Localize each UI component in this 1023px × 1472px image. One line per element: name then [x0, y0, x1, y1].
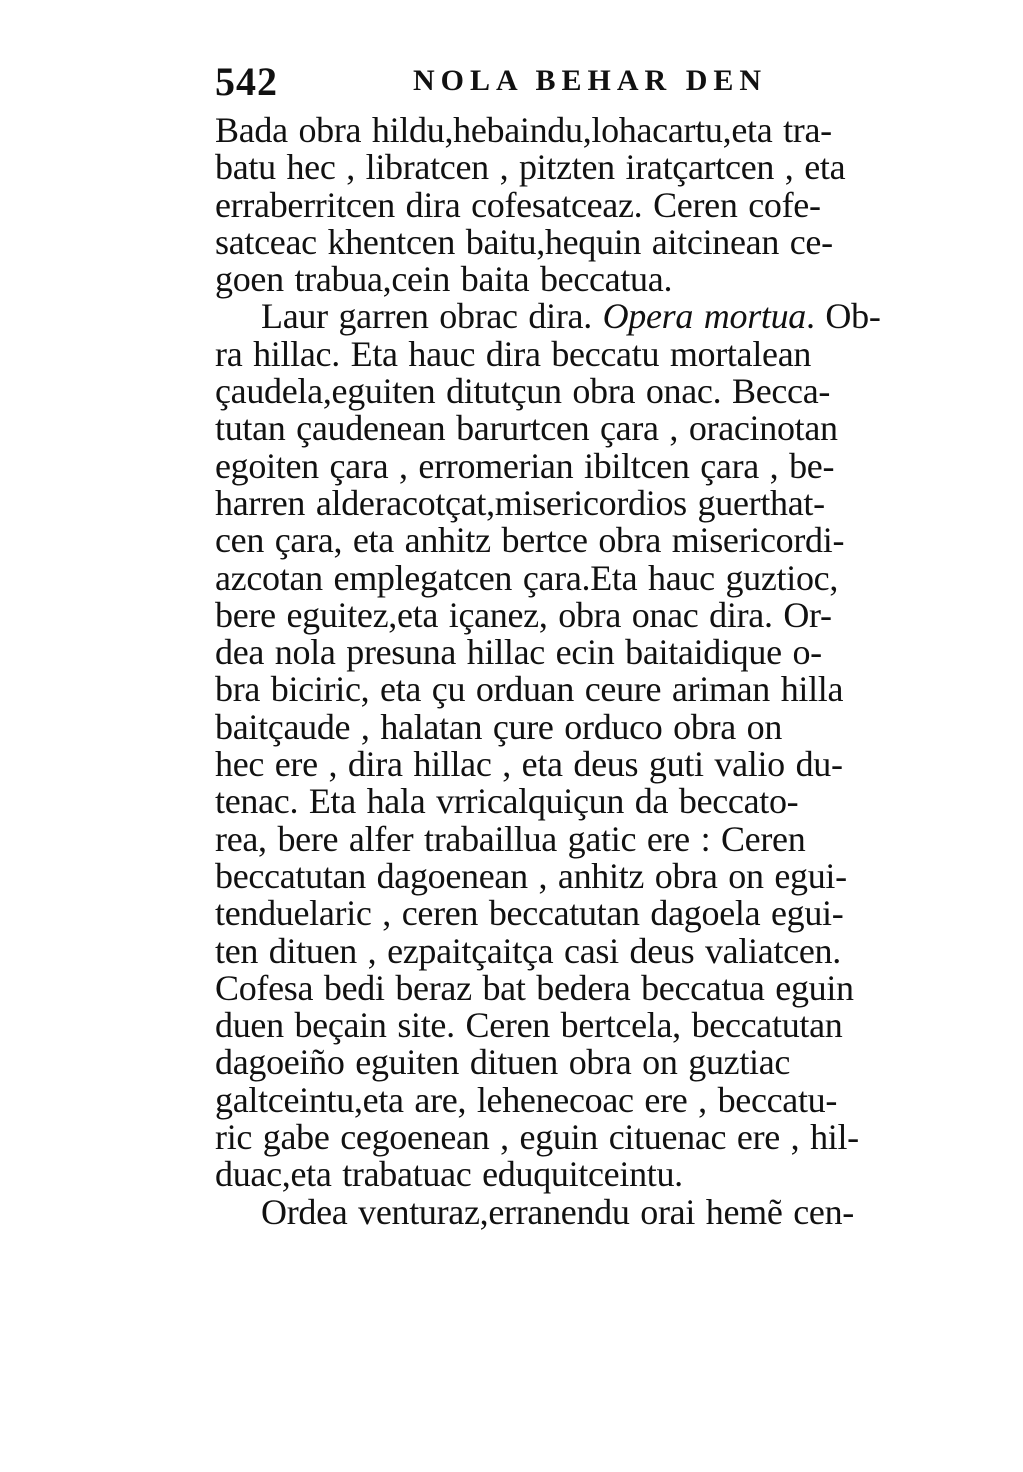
- text-line-content: ra hillac. Eta hauc dira beccatu mortalean: [215, 333, 812, 374]
- text-line-content: hec ere , dira hillac , eta deus guti valio du-: [215, 744, 843, 785]
- text-line-content: cen çara, eta anhitz bertce obra misericordi-: [215, 520, 845, 561]
- text-line-content: azcotan emplegatcen çara.Eta hauc guztioc,: [215, 557, 839, 598]
- text-line: [215, 855, 935, 896]
- text-line-content: harren alderacotçat,misericordios guerthat-: [215, 482, 825, 523]
- text-line: [215, 930, 935, 971]
- text-line: [215, 445, 935, 486]
- text-line-content: satceac khentcen baitu,hequin aitcinean ce-: [215, 221, 833, 262]
- text-line: [215, 298, 935, 335]
- text-line-content: tenac. Eta hala vrricalquiçun da beccato-: [215, 781, 799, 822]
- page-number: 542: [215, 59, 278, 104]
- running-title: NOLA BEHAR DEN: [413, 64, 768, 97]
- text-line-content: duen beçain site. Ceren bertcela, beccatutan: [215, 1005, 843, 1046]
- text-line-content: rea, bere alfer trabaillua gatic ere : Ceren: [215, 818, 806, 859]
- text-line-content: tenduelaric , ceren beccatutan dagoela egui-: [215, 893, 844, 934]
- text-line: [215, 1156, 935, 1193]
- text-line: [215, 1044, 935, 1081]
- text-line: [215, 184, 935, 225]
- text-line-content: duac,eta trabatuac eduquitceintu.: [215, 1154, 683, 1195]
- text-line: [215, 373, 935, 410]
- text-line-content: dagoeiño eguiten dituen obra on guztiac: [215, 1042, 791, 1083]
- text-line-content: erraberritcen dira cofesatceaz. Ceren cofe-: [215, 184, 821, 225]
- text-line-content: çaudela,eguiten ditutçun obra onac. Becca-: [215, 371, 831, 412]
- text-line: [215, 1079, 935, 1120]
- text-line: [215, 634, 935, 671]
- text-line-content: galtceintu,eta are, lehenecoac ere , beccatu-: [215, 1079, 838, 1120]
- text-line: [215, 1119, 935, 1156]
- text-line-content: Cofesa bedi beraz bat bedera beccatua eguin: [215, 967, 854, 1008]
- text-line: [215, 557, 935, 598]
- text-line: [215, 522, 935, 559]
- text-line: [215, 410, 935, 447]
- text-line-content: bra biciric, eta çu orduan ceure ariman hilla: [215, 669, 844, 710]
- text-line-content: Bada obra hildu,hebaindu,lohacartu,eta tra-: [215, 110, 832, 150]
- text-line-content: ten dituen , ezpaitçaitça casi deus valiatcen.: [215, 930, 841, 971]
- text-line-content: batu hec , libratcen , pitzten iratçartcen , eta: [215, 147, 846, 188]
- text-line: [215, 112, 935, 149]
- text-line: [215, 671, 935, 708]
- text-line: [215, 221, 935, 262]
- body-text: [215, 112, 935, 1231]
- text-line: [215, 482, 935, 523]
- text-line: [215, 818, 935, 859]
- text-line-content: goen trabua,cein baita beccatua.: [215, 259, 673, 300]
- text-line-content: egoiten çara , erromerian ibiltcen çara , be-: [215, 445, 835, 486]
- text-line-content: beccatutan dagoenean , anhitz obra on egui-: [215, 855, 847, 896]
- text-line: [215, 149, 935, 186]
- italic-phrase: Opera mortua: [602, 296, 807, 337]
- text-line-content: bere eguitez,eta içanez, obra onac dira. Or-: [215, 594, 832, 635]
- text-line: [215, 333, 935, 374]
- text-line-content: dea nola presuna hillac ecin baitaidique o-: [215, 632, 822, 673]
- text-line: [215, 783, 935, 820]
- text-line: [215, 1007, 935, 1044]
- text-line: [215, 594, 935, 635]
- text-line: [215, 746, 935, 783]
- text-line-content: ric gabe cegoenean , eguin cituenac ere , hil-: [215, 1117, 859, 1158]
- text-line: [215, 261, 935, 298]
- text-line: [215, 895, 935, 932]
- text-line-content: Laur garren obrac dira.: [261, 296, 603, 337]
- text-line-continuation: . Ob-: [806, 296, 881, 337]
- running-head: [215, 58, 935, 108]
- text-line-content: tutan çaudenean barurtcen çara , oracinotan: [215, 408, 838, 449]
- text-line-content: baitçaude , halatan çure orduco obra on: [215, 706, 783, 747]
- text-line-content: Ordea venturaz,erranendu orai hemẽ cen-: [261, 1191, 854, 1232]
- text-line: [215, 706, 935, 747]
- text-line: [215, 1191, 935, 1232]
- text-line: [215, 967, 935, 1008]
